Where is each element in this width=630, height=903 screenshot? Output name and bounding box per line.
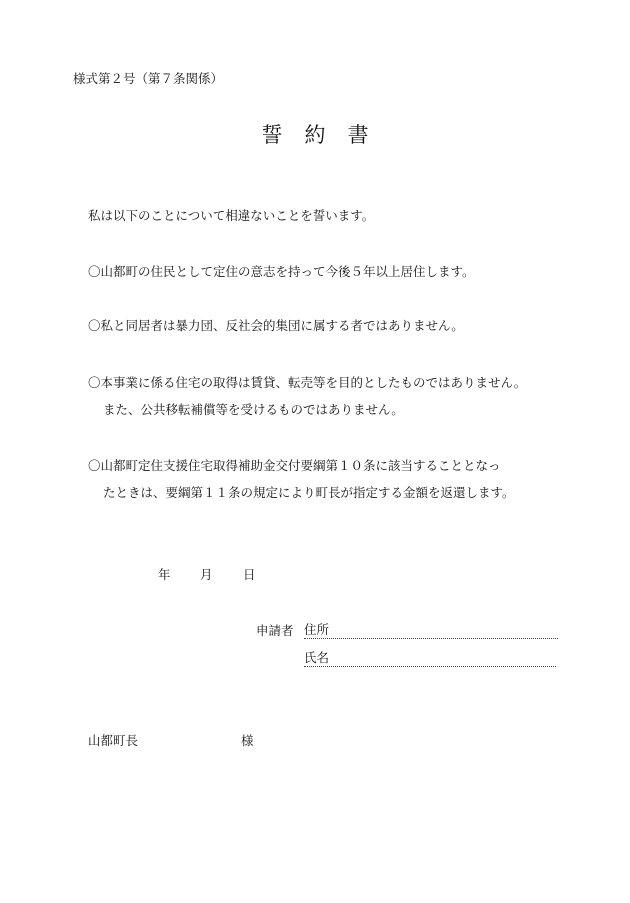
document-title: 誓約書 [261, 123, 391, 147]
date-day-label: 日 [243, 567, 256, 582]
form-number: 様式第２号（第７条関係） [73, 71, 224, 86]
address-field[interactable] [304, 622, 558, 639]
pledge-no-resale-continued: また、公共移転補償等を受けるものではありません。 [103, 402, 404, 417]
name-label: 氏名 [304, 650, 330, 665]
intro-statement: 私は以下のことについて相違ないことを誓います。 [88, 208, 375, 223]
pledge-no-resale: 〇本事業に係る住宅の取得は賃貸、転売等を目的としたものではありません。 [88, 375, 527, 390]
pledge-repayment: 〇山都町定住支援住宅取得補助金交付要綱第１０条に該当することとなっ [88, 458, 501, 473]
pledge-no-antisocial-ties: 〇私と同居者は暴力団、反社会的集団に属する者ではありません。 [88, 318, 464, 333]
date-month-label: 月 [200, 567, 213, 582]
addressee: 山都町長 [88, 733, 139, 748]
address-label: 住所 [304, 622, 330, 637]
pledge-repayment-continued: たときは、要綱第１１条の規定により町長が指定する金額を返還します。 [103, 485, 515, 500]
addressee-honorific: 様 [241, 733, 254, 748]
date-year-label: 年 [158, 567, 171, 582]
pledge-residency: 〇山都町の住民として定住の意志を持って今後５年以上居住します。 [88, 264, 475, 279]
name-field[interactable] [304, 650, 556, 667]
applicant-label: 申請者 [256, 623, 294, 638]
